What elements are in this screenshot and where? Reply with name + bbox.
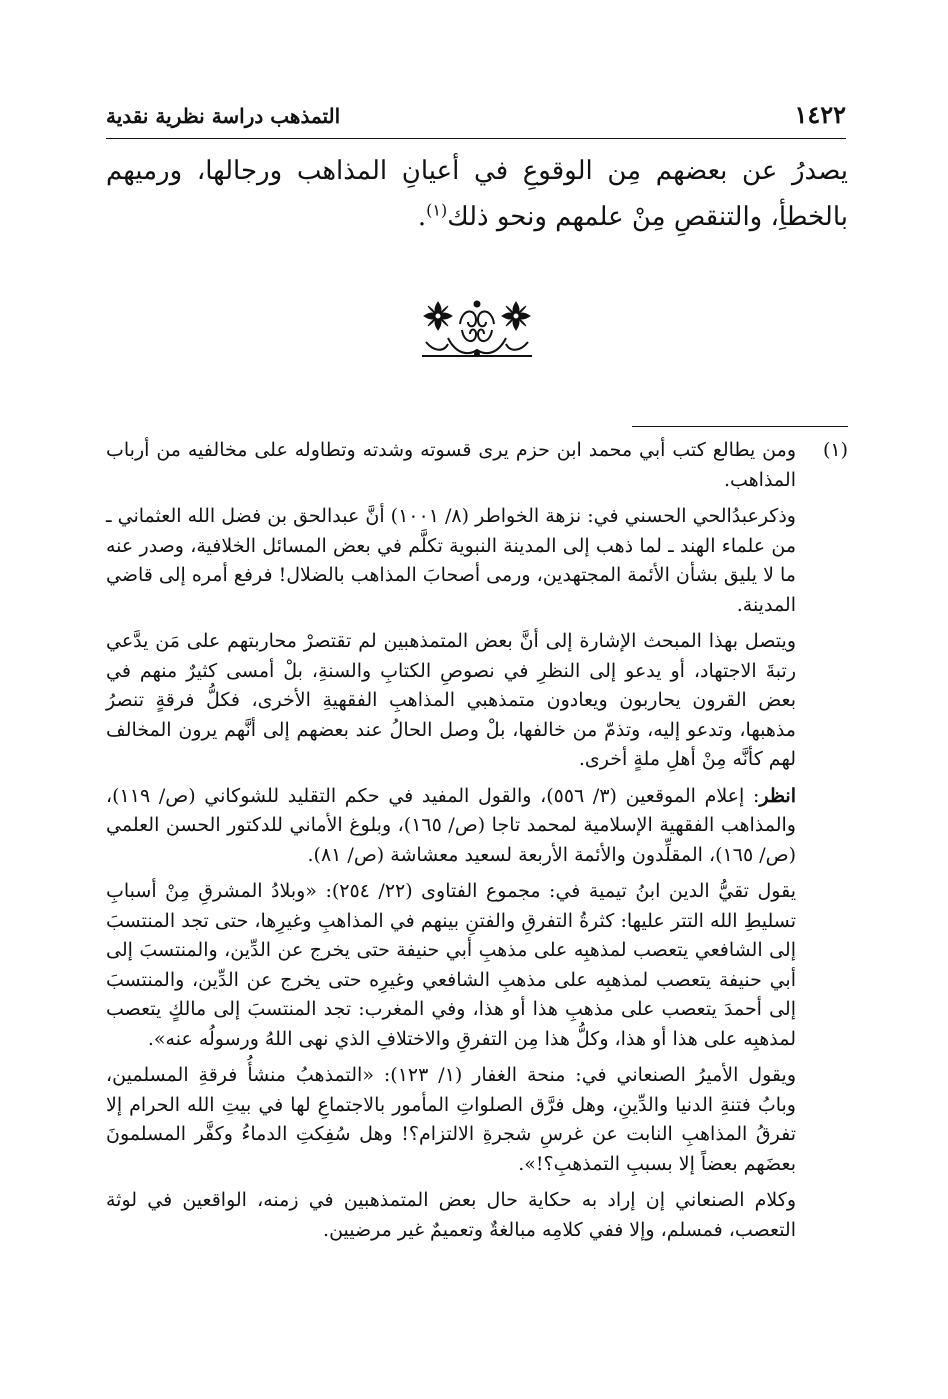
footnote-marker: (١) bbox=[822, 439, 848, 461]
footnote-paragraph bbox=[106, 627, 796, 775]
footnote-text: وكلام الصنعاني إن إراد به حكاية حال بعض المتمذهبين في زمنه، الواقعين في لوثة التعصب، فمسلم، وإلا ففي كلامِه مبالغةٌ وتعميمٌ غير مرضيين. bbox=[106, 1189, 796, 1241]
footnote-paragraph bbox=[106, 1061, 796, 1179]
footnote-paragraph bbox=[106, 782, 796, 871]
footnote-separator bbox=[632, 426, 848, 427]
footnote-paragraph bbox=[106, 877, 796, 1054]
footnote-text: ويقول الأميرُ الصنعاني في: منحة الغفار (١/ ١٢٣): «التمذهبُ منشأُ فرقةِ المسلمين، وبابُ فتنةِ الدنيا والدِّينِ، وهل فرَّق الصلواتِ المأمور بالاجتماعِ لها في بيتِ الله الحرام إلا تفرقُ المذاهبِ النابت عن غرسِ شجرةِ الالتزام؟! وهل سُفِكتِ الدماءُ وكفَّر المسلمونَ بعضَهم بعضاً إلا بسببِ التمذهبِ؟!». bbox=[106, 1064, 796, 1175]
page-number: ١٤٢٢ bbox=[794, 100, 846, 129]
footnote-body bbox=[106, 436, 796, 1245]
footnote-text: وذكرعبدُالحي الحسني في: نزهة الخواطر (٨/ ١٠٠١) أنَّ عبدالحق بن فضل الله العثماني ـ من علماء الهند ـ لما ذهب إلى المدينة النبوية تكلَّم في بعض المسائل الخلافية، وصدر عنه ما لا يليق بشأن الأئمة المجتهدين، ورمى أصحابَ المذاهب بالضلال! فرفع أمره إلى قاضي المدينة. bbox=[106, 505, 796, 616]
running-title: التمذهب دراسة نظرية نقدية bbox=[106, 104, 341, 128]
page-header bbox=[106, 100, 846, 140]
header-rule bbox=[106, 138, 846, 139]
footnote-paragraph bbox=[106, 1186, 796, 1245]
footnote-reference: (١) bbox=[426, 200, 448, 220]
floral-ornament-icon bbox=[418, 294, 536, 360]
footnote-text: : إعلام الموقعين (٣/ ٥٥٦)، والقول المفيد في حكم التقليد للشوكاني (ص/ ١١٩)، والمذاهب الفقهية الإسلامية لمحمد تاجا (ص/ ١٦٥)، وبلوغ الأماني للدكتور الحسن العلمي (ص/ ١٦٥)، المقلِّدون والأئمة الأربعة لسعيد معشاشة (ص/ ٨١). bbox=[106, 784, 796, 866]
footnote-block bbox=[106, 436, 848, 1252]
footnote-paragraph bbox=[106, 502, 796, 620]
main-end-punct: . bbox=[417, 202, 427, 232]
footnote-lead: انظر bbox=[759, 784, 796, 807]
footnote-text: ويتصل بهذا المبحث الإشارة إلى أنَّ بعض المتمذهبين لم تقتصرْ محاربتهم على مَن يدَّعي رتبةَ الاجتهاد، أو يدعو إلى النظرِ في نصوصِ الكتابِ والسنةِ، بلْ أمسى كثيرٌ منهم في بعض القرون يحاربون ويعادون متمذهبي المذاهبِ الفقهيةِ الأخرى، فكلُّ فرقةٍ تنصرُ مذهبها، وتدعو إليه، وتذمّ من خالفها، بلْ وصل الحالُ عند بعضهم إلى أنَّهم يرون المخالف لهم كأنَّه مِنْ أهلِ ملةٍ أخرى. bbox=[106, 630, 796, 770]
main-text bbox=[106, 148, 848, 240]
footnote-text: ومن يطالع كتب أبي محمد ابن حزم يرى قسوته وشدته وتطاوله على مخالفيه من أرباب المذاهب. bbox=[106, 439, 796, 491]
footnote-paragraph bbox=[106, 436, 796, 495]
footnote-text: يقول تقيُّ الدين ابنُ تيمية في: مجموع الفتاوى (٢٢/ ٢٥٤): «وبلادُ المشرقِ مِنْ أسبابِ تسليطِ الله التتر عليها: كثرةُ التفرقِ والفتنِ بينهم في المذاهبِ وغيرِها، حتى تجد المنتسبَ إلى الشافعي يتعصب لمذهبِه على مذهبِ أبي حنيفة حتى يخرج عن الدِّين، والمنتسبَ إلى أبي حنيفة يتعصب لمذهبِه على مذهبِ الشافعي وغيرِه حتى يخرج عن الدِّين، والمنتسبَ إلى أحمدَ يتعصب على مذهبِ هذا أو هذا، وفي المغرب: تجد المنتسبَ إلى مالكٍ يتعصب لمذهبِه على هذا أو هذا، وكلُّ هذا مِن التفرقِ والاختلافِ الذي نهى اللهُ ورسولُه عنه». bbox=[106, 880, 796, 1050]
main-paragraph: يصدرُ عن بعضهم مِن الوقوعِ في أعيانِ المذاهب ورجالها، ورميهم بالخطأِ، والتنقصِ مِنْ علمهم ونحو ذلك bbox=[106, 156, 848, 232]
